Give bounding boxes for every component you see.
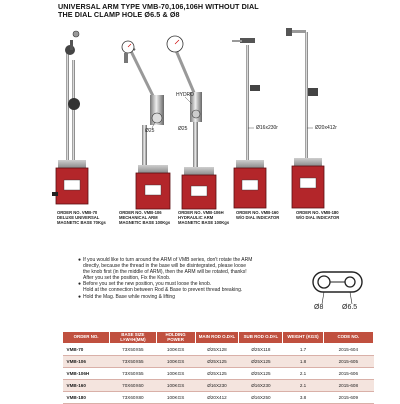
cell-base-size: 73X50X55 — [110, 356, 157, 368]
cell-base-size: 73X50X55 — [110, 368, 157, 380]
cell-main-rod: Ø16X230 — [195, 380, 239, 392]
cell-code-no: 2015-609 — [323, 392, 373, 404]
note-text: Before you set the new position, you must loose the knob. — [83, 281, 212, 288]
caption-desc: W/O DIAL INDICATOR — [296, 215, 340, 220]
table-row — [63, 344, 374, 356]
header-main-rod: MAIN ROD O.D×L — [195, 332, 239, 344]
cell-order-no: VMB-180 — [63, 392, 110, 404]
cell-order-no: VMB-70 — [63, 344, 110, 356]
note-bullet: ● — [78, 257, 82, 263]
cell-sub-rod: Ø16X250 — [239, 392, 283, 404]
product-caption-vmb-180 — [296, 210, 339, 220]
header-code-no: CODE NO. — [323, 332, 373, 344]
cell-code-no: 2015-605 — [323, 356, 373, 368]
caption-order: ORDER NO. VMB-180 — [296, 210, 339, 215]
cell-main-rod: Ø25X125 — [195, 368, 239, 380]
clamp-hole-label-8: Ø8 — [314, 304, 324, 311]
header-holding-power: HOLDING POWER — [156, 332, 195, 344]
cell-holding-power: 100KGS — [156, 392, 195, 404]
clamp-hole-label-6-5: Ø6.5 — [342, 304, 358, 311]
rod-size-label-vmb-180: Ø20x412r — [315, 125, 337, 131]
cell-code-no: 2015-604 — [323, 344, 373, 356]
cell-code-no: 2015-608 — [323, 380, 373, 392]
cell-sub-rod: Ø16X230 — [239, 380, 283, 392]
header-line-1: UNIVERSAL ARM TYPE VMB-70,106,106H WITHOUT DIAL — [58, 2, 259, 11]
caption-order: ORDER NO. VMB-106H — [178, 210, 224, 215]
hydro-label: HYDRO — [176, 92, 195, 98]
cell-weight: 3.8 — [283, 392, 323, 404]
header-weight: WEIGHT (KGS) — [283, 332, 323, 344]
caption-desc2: MAGNETIC BASE 100Kgs — [178, 220, 230, 225]
cell-order-no: VMB-106 — [63, 356, 110, 368]
note-text: the knob first (in the middle of ARM), then the ARM will be rotated, thanks! — [83, 269, 247, 276]
cell-holding-power: 100KGS — [156, 368, 195, 380]
cell-main-rod: Ø25X128 — [195, 344, 239, 356]
usage-notes — [78, 257, 340, 300]
spec-table — [62, 331, 374, 404]
cell-order-no: VMB-160 — [63, 380, 110, 392]
note-text: Hold the Mag. Base while moving & lifting — [83, 293, 175, 300]
product-image-vmb-106h — [167, 36, 216, 209]
cell-main-rod: Ø20X412 — [195, 392, 239, 404]
spec-table-header-row — [63, 332, 374, 344]
rod-size-label-vmb-160: Ø16x230r — [256, 125, 278, 131]
cell-main-rod: Ø25X125 — [195, 356, 239, 368]
product-caption-vmb-70 — [57, 210, 106, 225]
note-text: After you set the position, Fix the Knob. — [83, 275, 171, 282]
product-image-vmb-70 — [52, 31, 88, 204]
product-image-vmb-180 — [286, 28, 324, 208]
cell-holding-power: 100KGS — [156, 380, 195, 392]
cell-order-no: VMB-106H — [63, 368, 110, 380]
header-base-size: BASE SIZE L×W×H(MM) — [110, 332, 157, 344]
cell-weight: 2.1 — [283, 368, 323, 380]
cell-base-size: 73X60X80 — [110, 392, 157, 404]
note-line — [78, 294, 340, 300]
caption-desc: HYDRAULIC ARM — [178, 215, 214, 220]
product-caption-vmb-160 — [236, 210, 279, 220]
cell-sub-rod: Ø25X125 — [239, 368, 283, 380]
cell-base-size: 73X50X55 — [110, 344, 157, 356]
cell-weight: 1.8 — [283, 356, 323, 368]
cell-code-no: 2015-606 — [323, 368, 373, 380]
table-row — [63, 356, 374, 368]
product-image-vmb-160 — [232, 38, 266, 208]
caption-desc: MECHANICAL ARM — [119, 215, 158, 220]
hydro-rod-diameter-label: Ø25 — [178, 126, 188, 132]
main-rod-diameter-label: Ø25 — [145, 128, 155, 134]
table-row — [63, 392, 374, 404]
note-text: directly, because the thread in the base will be disintegrated, please loose — [83, 263, 247, 270]
caption-desc: DELUXE UNIVERSAL — [57, 215, 100, 220]
caption-order: ORDER NO. VMB-106 — [119, 210, 162, 215]
header-line-2: THE DIAL CLAMP HOLE Ø6.5 & Ø8 — [58, 10, 180, 19]
cell-holding-power: 100KGS — [156, 344, 195, 356]
note-text: If you would like to turn around the ARM of VMB series, don't rotate the ARM — [83, 257, 253, 263]
cell-holding-power: 100KGS — [156, 356, 195, 368]
table-row — [63, 380, 374, 392]
cell-sub-rod: Ø25X125 — [239, 356, 283, 368]
caption-desc2: MAGNETIC BASE 70Kgs — [57, 220, 106, 225]
product-caption-vmb-106h — [178, 210, 229, 225]
caption-order: ORDER NO. VMB-70 — [57, 210, 98, 215]
cell-weight: 1.7 — [283, 344, 323, 356]
product-image-vmb-106 — [122, 41, 170, 209]
product-caption-vmb-106 — [119, 210, 170, 225]
header-sub-rod: SUB ROD O.D×L — [239, 332, 283, 344]
caption-order: ORDER NO. VMB-160 — [236, 210, 279, 215]
note-bullet: ● — [78, 281, 82, 288]
caption-desc: W/O DIAL INDICATOR — [236, 215, 280, 220]
table-row — [63, 368, 374, 380]
header-order-no: ORDER NO. — [63, 332, 110, 344]
note-text: Hold at the connection between Rod & Base to prevent thread breaking. — [83, 287, 243, 294]
cell-sub-rod: Ø25X118 — [239, 344, 283, 356]
note-bullet: ● — [78, 293, 82, 300]
cell-weight: 2.1 — [283, 380, 323, 392]
cell-base-size: 70X60X60 — [110, 380, 157, 392]
caption-desc2: MAGNETIC BASE 100Kgs — [119, 220, 171, 225]
